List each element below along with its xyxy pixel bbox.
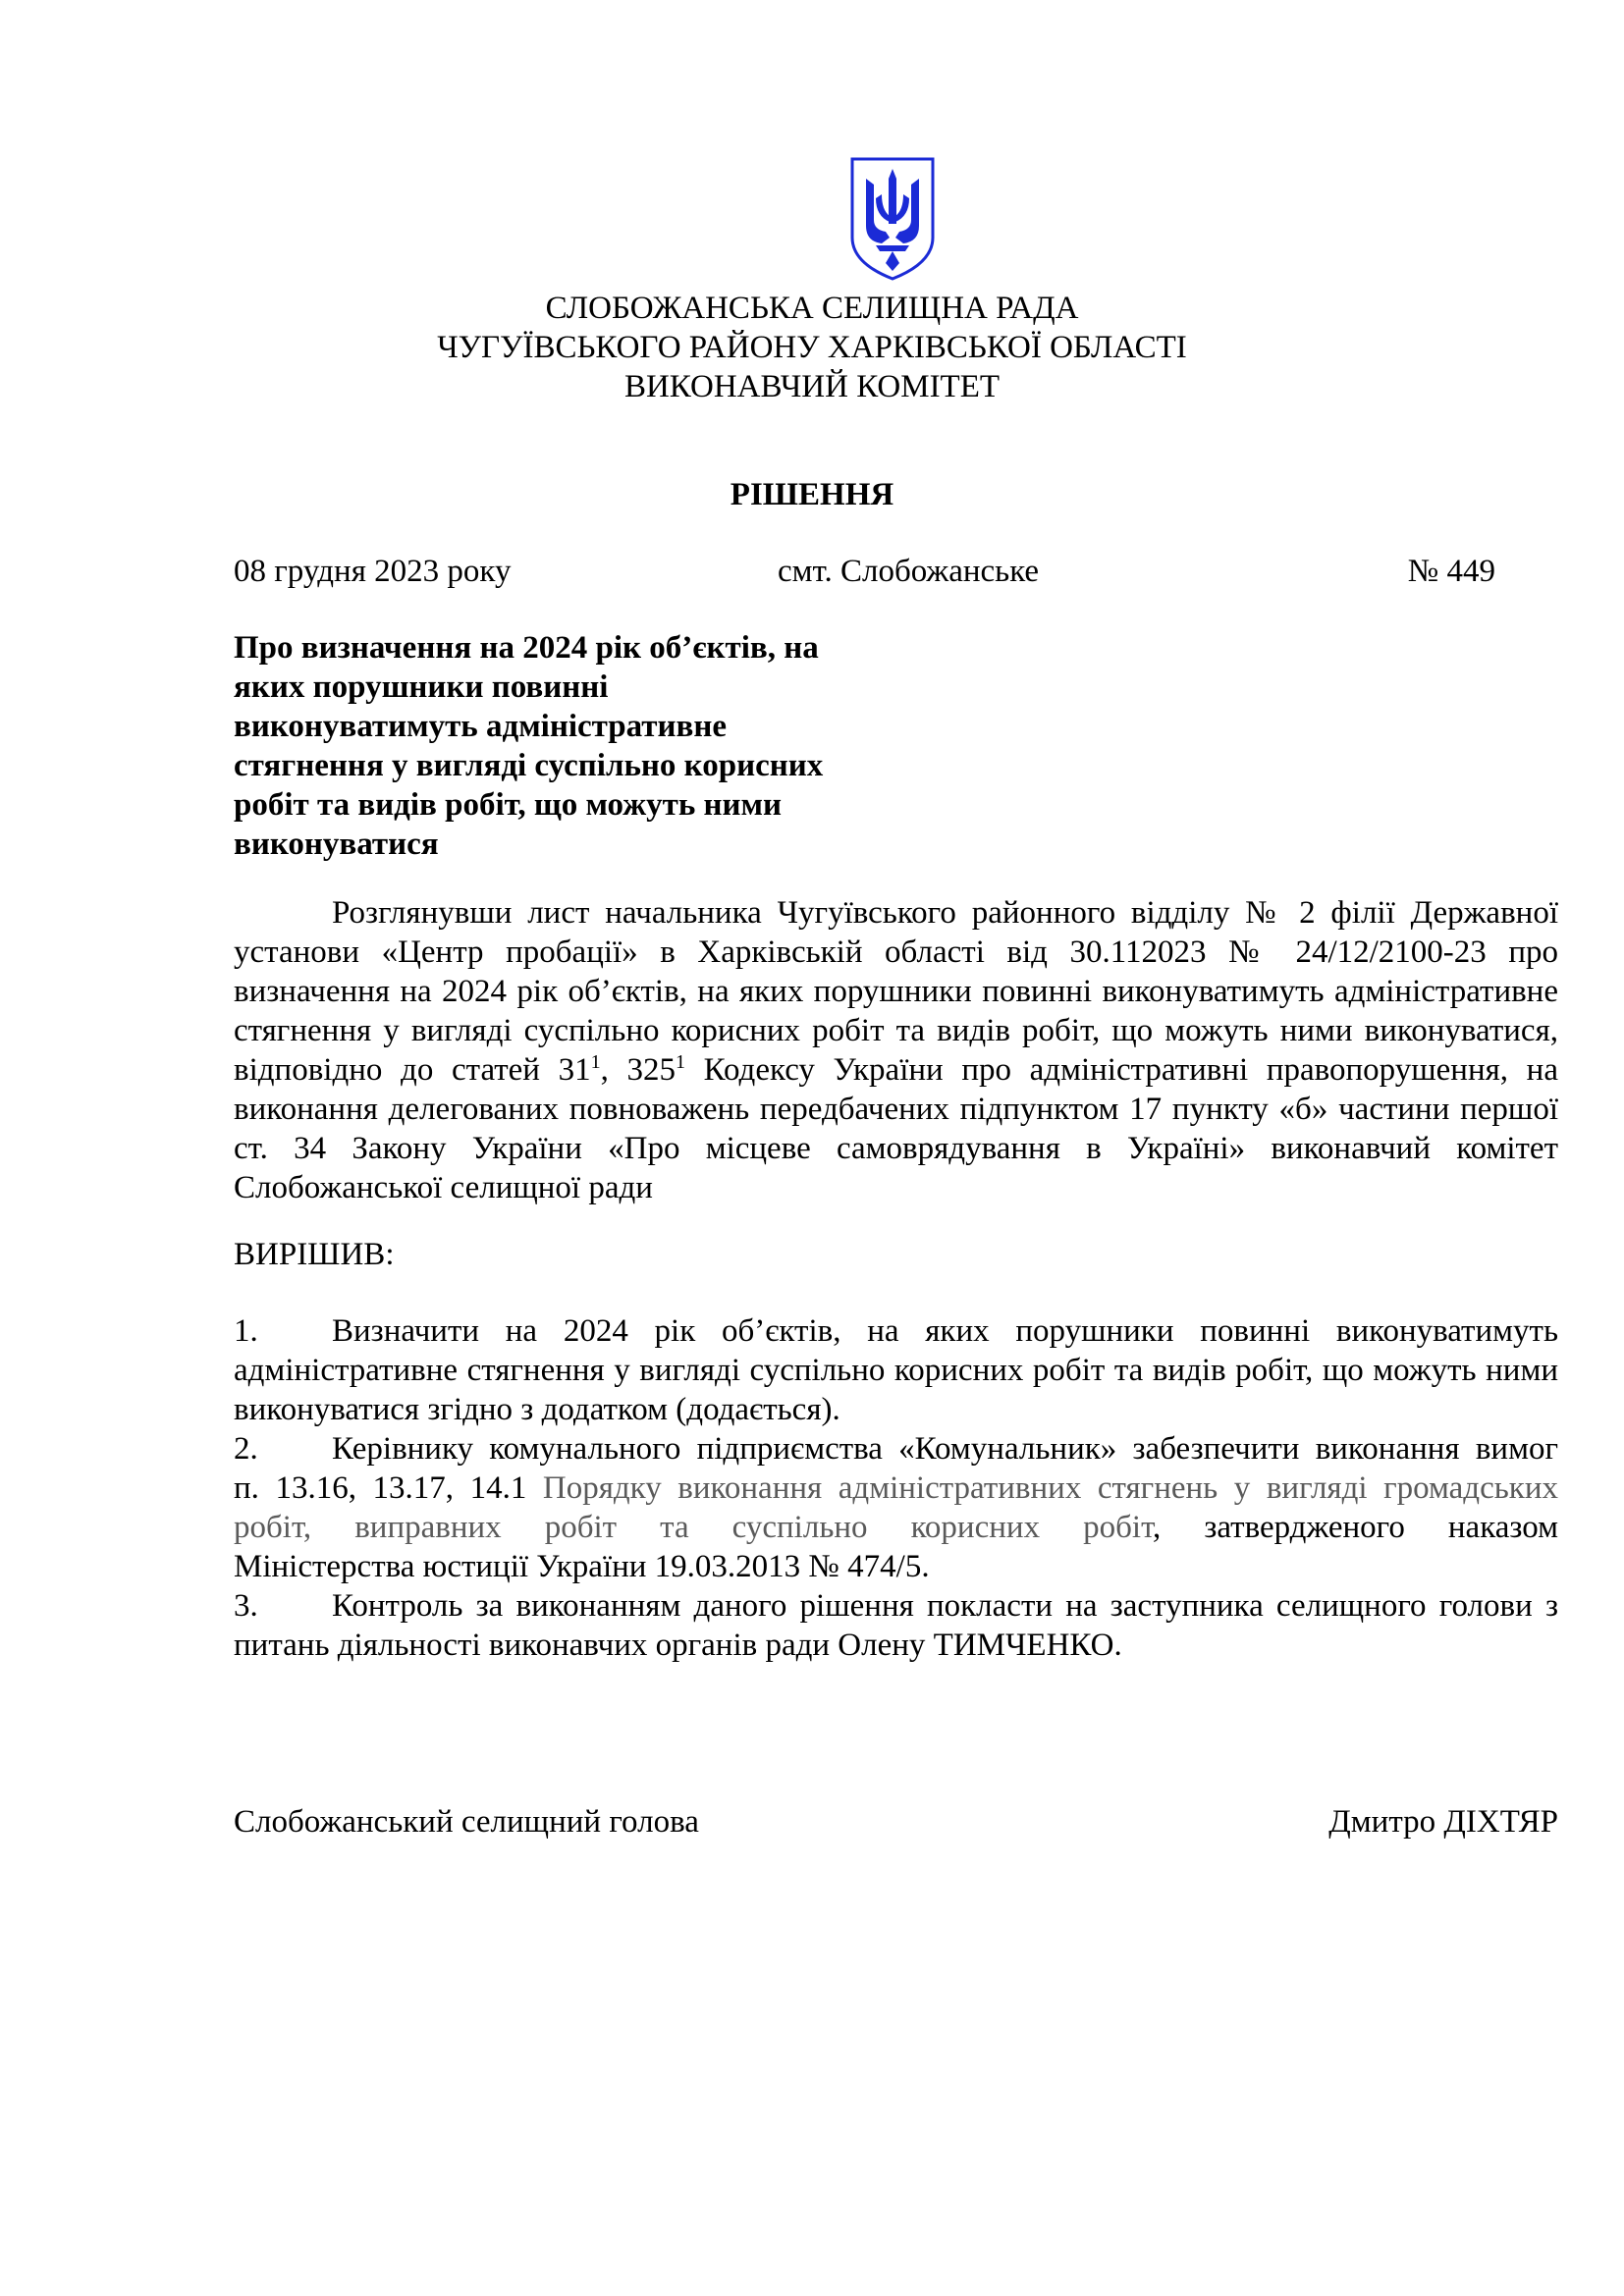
list-item-2-line: Міністерства юстиції України 19.03.2013 № 474/5. [234,1549,930,1584]
header-line-2: ЧУГУЇВСЬКОГО РАЙОНУ ХАРКІВСЬКОЇ ОБЛАСТІ [437,330,1187,365]
subject-line: виконуватися [234,827,439,862]
list-item-text: , затвердженого наказом [1153,1510,1558,1545]
list-item-number: 2. [234,1431,258,1467]
preamble-line: Слобожанської селищної ради [234,1170,653,1205]
list-item-2-line [234,1468,1558,1508]
list-item-text: Контроль за виконанням даного рішення покласти на заступника селищного голови з [332,1588,1558,1624]
list-item-text: п. 13.16, 13.17, 14.1 [234,1470,543,1506]
header-line-1: СЛОБОЖАНСЬКА СЕЛИЩНА РАДА [545,291,1079,326]
header-organization [0,289,1624,406]
preamble-line: визначення на 2024 рік об’єктів, на яких порушники повинні виконуватимуть адміністративне [234,974,1558,1009]
document-place: смт. Слобожанське [778,554,1040,589]
list-item-1-line: адміністративне стягнення у вигляді суспільно корисних робіт та видів робіт, що можуть ними [234,1353,1558,1388]
preamble-line-articles [234,1050,1558,1090]
preamble-paragraph [234,893,1558,1207]
list-item-text-reference: робіт, виправних робіт та суспільно корисних робіт [234,1510,1154,1545]
preamble-line: установи «Центр пробації» в Харківській області від 30.112023 № 24/12/2100-23 про [234,934,1558,970]
list-item-2-line [234,1429,1558,1468]
signature-row [234,1802,1558,1842]
list-item-text: Керівнику комунального підприємства «Комунальник» забезпечити виконання вимог [332,1431,1558,1467]
list-item-3-line: питань діяльності виконавчих органів ради Олену ТИМЧЕНКО. [234,1628,1122,1663]
preamble-line: Розглянувши лист начальника Чугуївського районного відділу № 2 філії Державної [332,895,1558,931]
list-item-3-line [234,1586,1558,1626]
subject-line: стягнення у вигляді суспільно корисних [234,748,824,783]
signatory-name: Дмитро ДІХТЯР [1328,1804,1558,1840]
header-line-3: ВИКОНАВЧИЙ КОМІТЕТ [623,369,1001,404]
subject-line: виконуватимуть адміністративне [234,709,727,744]
preamble-line: виконання делегованих повноважень передбачених підпунктом 17 пункту «б» частини першої [234,1092,1558,1127]
subject-line: робіт та видів робіт, що можуть ними [234,787,783,823]
list-item-1-line [234,1311,1558,1351]
signatory-position: Слобожанський селищний голова [234,1804,699,1840]
document-subject [234,628,835,864]
document-date: 08 грудня 2023 року [234,554,512,589]
list-item-number: 1. [234,1313,258,1349]
document-number: № 449 [1407,554,1495,589]
list-item-number: 3. [234,1588,258,1624]
preamble-line: стягнення у вигляді суспільно корисних робіт та видів робіт, що можуть ними виконуватися, [234,1013,1558,1048]
preamble-text: відповідно до статей 31 [234,1052,591,1088]
resolution-items [234,1311,1558,1665]
preamble-line: ст. 34 Закону України «Про місцеве самоврядування в Україні» виконавчий комітет [234,1131,1558,1166]
list-item-2-line [234,1508,1558,1547]
subject-line: Про визначення на 2024 рік об’єктів, на [234,630,819,666]
preamble-text: , 325 [600,1052,676,1088]
list-item-text: Визначити на 2024 рік об’єктів, на яких порушники повинні виконуватимуть [332,1313,1558,1349]
preamble-text: Кодексу України про адміністративні правопорушення, на [685,1052,1558,1088]
document-title: РІШЕННЯ [730,477,894,512]
superscript: 1 [676,1051,685,1073]
list-item-1-line: виконуватися згідно з додатком (додається). [234,1392,840,1427]
superscript: 1 [590,1051,601,1073]
list-item-text-reference: Порядку виконання адміністративних стягнень у вигляді громадських [542,1470,1558,1506]
subject-line: яких порушники повинні [234,669,609,705]
resolved-heading: ВИРІШИВ: [234,1237,395,1272]
trident-coat-of-arms-icon [846,155,939,283]
document-meta-row [234,552,1495,591]
